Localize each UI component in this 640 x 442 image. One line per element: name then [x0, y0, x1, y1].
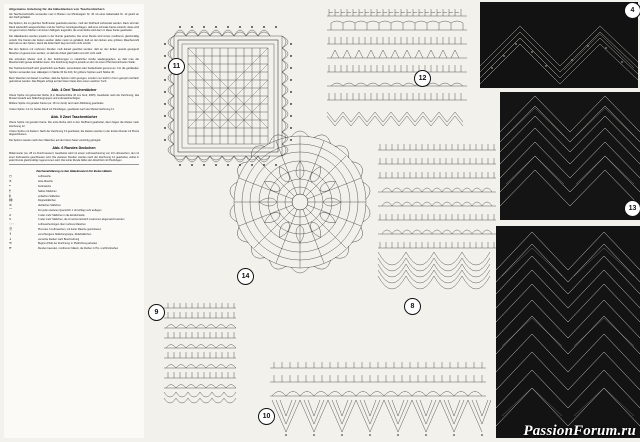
legend-symbol: ⟲ — [9, 241, 12, 246]
wave-edging-chart — [374, 140, 499, 300]
chart-area — [146, 0, 640, 442]
intro-paragraph: Die einzelnen Muster sind in den Zeichnungen in natürlicher Größe wiedergegeben, so daß man die Maschenzahl genau abzählen kann. Die Zeichnung beginnt jeweils an der mit einem Pfeil bezeichneten Stelle. — [9, 57, 139, 64]
legend-row — [9, 228, 139, 232]
chart-badge-8: 8 — [404, 298, 421, 315]
legend-symbol: ○ — [9, 174, 12, 179]
legend-label: Luftmaschenbogen über mehrere Maschen — [38, 223, 86, 227]
legend-row — [9, 233, 139, 237]
legend — [9, 169, 139, 250]
photo-lace-handkerchief-bottom-right — [496, 226, 640, 438]
watermark: PassionForum.ru — [523, 423, 636, 439]
section-paragraph: Mittlere Spitze mit gerader Kante (ca. 18 mm breit) wird nach Abbildung gearbeitet. — [9, 102, 105, 106]
section-title: Abb. 4 Drei Taschentücher — [51, 87, 97, 92]
legend-row — [9, 175, 139, 179]
legend-label: Doppelstäbchen — [38, 199, 57, 203]
chart-badge-14: 14 — [237, 268, 254, 285]
legend-symbol: ↑ — [9, 231, 12, 236]
legend-label: 3 oder mehr Stäbchen, die im letzten Einstich zusammen abgemascht werden — [38, 218, 125, 222]
legend-symbol: ↓ — [9, 236, 12, 241]
section-paragraph: Untere Spitze: 14 cm breiter Rand mit Picotbögen, gearbeitet nach der Musterzeichnung 11. — [9, 107, 115, 111]
section-title: Abb. 5 Zwei Taschentücher — [50, 115, 98, 120]
photo-badge-13: 13 — [624, 200, 640, 217]
legend-label: Kettmasche — [38, 184, 52, 188]
legend-row — [9, 204, 139, 208]
legend-symbol: ┼ — [9, 188, 11, 193]
legend-row — [9, 214, 139, 218]
legend-row — [9, 209, 139, 213]
legend-label: dreifaches Stäbchen — [38, 204, 61, 208]
legend-label: Für jeden weiteren Querstrich 1 Umschlag mehr auflegen — [38, 208, 102, 212]
legend-label: 3 oder mehr Stäbchen in die Einstichstelle — [38, 213, 85, 217]
legend-symbol: ╪ — [9, 193, 11, 198]
legend-symbol: ╪╪ — [9, 198, 13, 203]
divider — [9, 164, 139, 165]
legend-row — [9, 242, 139, 246]
legend-symbol: Ⓟ — [9, 226, 12, 231]
legend-row — [9, 238, 139, 242]
chart-badge-10: 10 — [258, 408, 275, 425]
intro-paragraph: Beim Waschen ist darauf zu achten, daß die Spitzen nicht gezogen, sondern nur leicht in Form gezupft und flach getrocknet werden. Das Bügeln erfolgt auf der linken Seite über einem weichen Tuch. — [9, 76, 139, 83]
chart-badge-11: 11 — [168, 58, 185, 75]
legend-label: Picot aus 3 Luftmaschen, mit fester Masche geschlossen — [38, 227, 102, 231]
legend-row — [9, 180, 139, 184]
legend-label: einfaches Stäbchen — [38, 194, 60, 198]
legend-row — [9, 185, 139, 189]
legend-label: versetzte Zacken nach Beschreibung — [38, 237, 80, 241]
legend-row — [9, 195, 139, 199]
legend-label: feste Masche — [38, 180, 53, 184]
intro-paragraph: Bei den Spitzen mit mehreren Runden muß darauf geachtet werden, daß an den Ecken jeweils genügend Maschen zugenommen werden, so daß die Arbeit glatt bleibt und sich nicht wellt. — [9, 48, 139, 55]
legend-row — [9, 199, 139, 203]
photo-badge-4: 4 — [624, 2, 640, 19]
photo-lace-handkerchief-top-right — [480, 2, 638, 88]
legend-symbol: ∨ — [9, 217, 12, 222]
chart-badge-12: 12 — [414, 70, 431, 87]
legend-row — [9, 223, 139, 227]
legend-label: Beginn (Pfeil) der Zeichnung; in Pfeilrichtung arbeiten — [38, 242, 98, 246]
section-paragraph: Mittelmuster (ca. 28 cm Durchmesser): Gearbeitet wird mit einem Luftmaschenring von 10 Luftmaschen, der mit einer Kettmasche geschlossen wird. Die weiteren Runden werden nach der Zeichnung 14 gearbeitet, wobei in jeder Runde gleichmäßig zugenommen wird. Die letzte Runde bildet den Abschluß mit Picotbögen. — [9, 152, 139, 162]
section-paragraph: Untere Spitze mit Zacken: Nach der Zeichnung 13 gearbeitet; die Zacken werden in der letzten Runde mit Picots abgeschlossen. — [9, 129, 139, 137]
legend-symbol: ⟳ — [9, 246, 12, 251]
legend-row — [9, 247, 139, 251]
picot-edging-chart — [266, 356, 491, 440]
legend-symbol: ∧ — [9, 212, 12, 217]
legend-label: halbes Stäbchen — [38, 189, 57, 193]
text-column — [4, 4, 144, 438]
legend-title: Zeichenerklärung zu den Häkelmustern für kleine Häkeln — [36, 169, 112, 174]
intro-paragraph: Die Spitzen, die im gleichen Stoffmuster gearbeitet werden, muß der Stoffrand vorbereitet werden. Dazu wird der Rand säuberlich ausgeschnitten und der Stoff so zurückgeschlagen, daß eine schmale Kante entsteht; diese wird mit ganz kurzen Stichen mit feinem Nähgarn angenäht, die erste Reihe wird dann in diese Kante gearbeitet. — [9, 22, 140, 32]
intro-heading: Allgemeine Anleitung für die Häkeldecken von Taschentüchern — [9, 7, 105, 11]
legend-symbol: ⌒ — [9, 207, 12, 212]
section-paragraph: Obere Spitze mit gerader Kante: Die erste Reihe wird in den Stoffrand gearbeitet, dann folgen die Muster nach Zeichnung 12. — [9, 121, 139, 128]
photo-lace-handkerchief-mid-right — [500, 92, 640, 220]
round-doily-chart — [224, 122, 376, 282]
chart-badge-9: 9 — [148, 304, 165, 321]
legend-row — [9, 190, 139, 194]
legend-label: Runden beenden, rundherum häkeln, die Reihen in Hin- und Rückreihen — [38, 247, 119, 251]
legend-symbol: × — [9, 179, 12, 184]
legend-label: Luftmasche — [38, 175, 51, 179]
section-paragraph: Obere Spitze mit getrennter Reihe (4 in Maschenhöhe 30 mm breit, 2005): Gearbeitet nach der Zeichnung; das Muster besteht aus Stäbchengruppen und Luftmaschenbögen. — [9, 93, 139, 100]
legend-row — [9, 218, 139, 222]
intro-paragraph: Als Taschentuchstoffe verwendet man in Breiten von Mindestgarn Nr. 46 mit einer Häkelnadel Nr. 12 gleich an den Stoff gehäkelt. — [9, 12, 139, 19]
legend-symbol: • — [9, 183, 11, 188]
legend-symbol: ≡ — [9, 203, 12, 208]
section-title: Abb. 6 Rundes Deckchen — [52, 146, 96, 151]
legend-symbol: ◦◦◦ — [9, 222, 15, 227]
intro-paragraph: Die Häkelkanten werden jeweils in der Runde gearbeitet. Die erste Runde wird immer rundherum gleichmäßig verteilt. Die Kanten der Ecken werden dabei meist so gehäkelt, daß an den Ecken eine größere Maschenzahl steht als an den Seiten, damit die Ecke flach liegt und sich nicht einrollt. — [9, 35, 139, 45]
openwork-border-chart — [321, 2, 471, 132]
legend-label: verschlungene Stäbchengruppe, Reliefstäbchen — [38, 232, 92, 236]
narrow-band-chart — [160, 300, 240, 410]
section-paragraph: Die Spitzen werden nach dem Waschen auf der linken Seite vorsichtig gebügelt. — [9, 138, 102, 142]
intro-paragraph: Der Taschentuchstoff wird gewöhnlich aus Batist, Leinenbatist oder Seidenbatist genommen. Für die gehäkelten Spitzen verwendet man Häkelgarn in Stärke 60 bis 100, für gröbere Spitzen auch Stärke 40. — [9, 67, 139, 74]
